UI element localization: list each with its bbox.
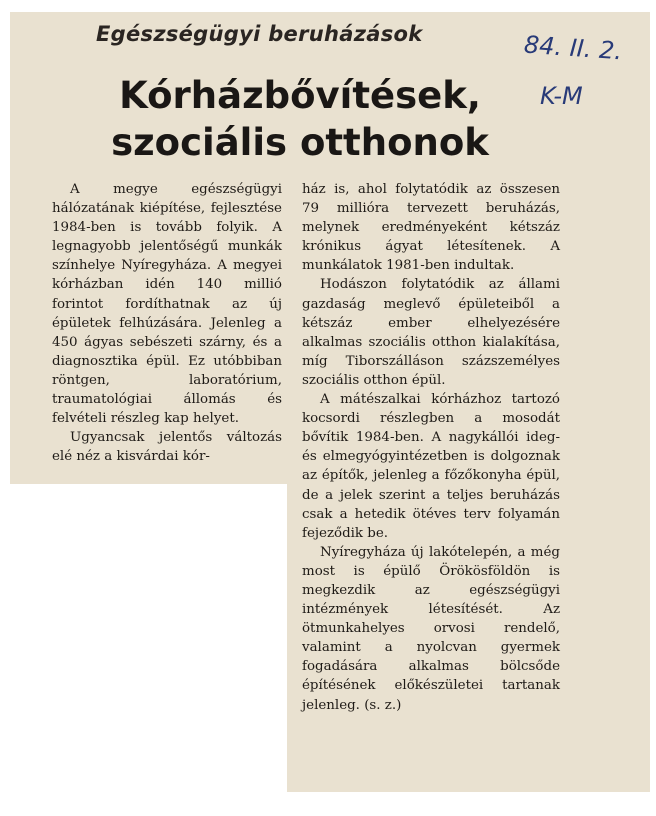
right-paragraph-3: A mátészalkai kórházhoz tartozó kocsordi részlegben a mosodát bővítik 1984-ben. A nagykállói ideg- és elmegyógyintézetben is dolgoznak az építők, jelenleg a főzőkonyha épül, de a jelek szerint a teljes beruházás csak a hetedik ötéves terv folyamán fejeződik be. <box>302 392 560 541</box>
headline-line-1: Kórházbővítések, <box>119 74 481 117</box>
handwritten-initials: K-M <box>540 82 583 110</box>
article-right-column <box>302 180 560 715</box>
left-paragraph-1: A megye egészségügyi hálózatának kiépítése, fejlesztése 1984-ben is tovább folyik. A legnagyobb jelentőségű munkák színhelye Nyíregyháza. A megyei kórházban idén 140 millió forintot fordíthatnak az új épületek felhúzására. Jelenleg a 450 ágyas sebészeti szárny, és a diagnosztika épül. Ez utóbbiban röntgen, laboratórium, traumatológiai állomás és felvételi részleg kap helyet. <box>52 182 282 427</box>
handwritten-date: 84. II. 2. <box>523 30 623 66</box>
kicker: Egészségügyi beruházások <box>96 22 423 46</box>
article-left-column <box>52 180 282 466</box>
right-paragraph-1: ház is, ahol folytatódik az összesen 79 millióra tervezett beruházás, melynek eredményeként kétszáz krónikus ágyat létesítenek. A munkálatok 1981-ben indultak. <box>302 182 560 274</box>
headline-line-2: szociális otthonok <box>111 121 489 164</box>
right-paragraph-2: Hodászon folytatódik az állami gazdaság meglevő épületeiből a kétszáz ember elhelyezésére alkalmas szociális otthon kialakítása, míg Tiborszálláson százszemélyes szociális otthon épül. <box>302 277 560 388</box>
right-paragraph-4: Nyíregyháza új lakótelepén, a még most is épülő Örökösföldön is megkezdik az egészségügyi intézmények létesítését. Az ötmunkahelyes orvosi rendelő, valamint a nyolcvan gyermek fogadására alkalmas bölcsőde építésének előkészületei tartanak jelenleg. (s. z.) <box>302 544 560 713</box>
left-paragraph-2: Ugyancsak jelentős változás elé néz a kisvárdai kór- <box>52 430 282 465</box>
